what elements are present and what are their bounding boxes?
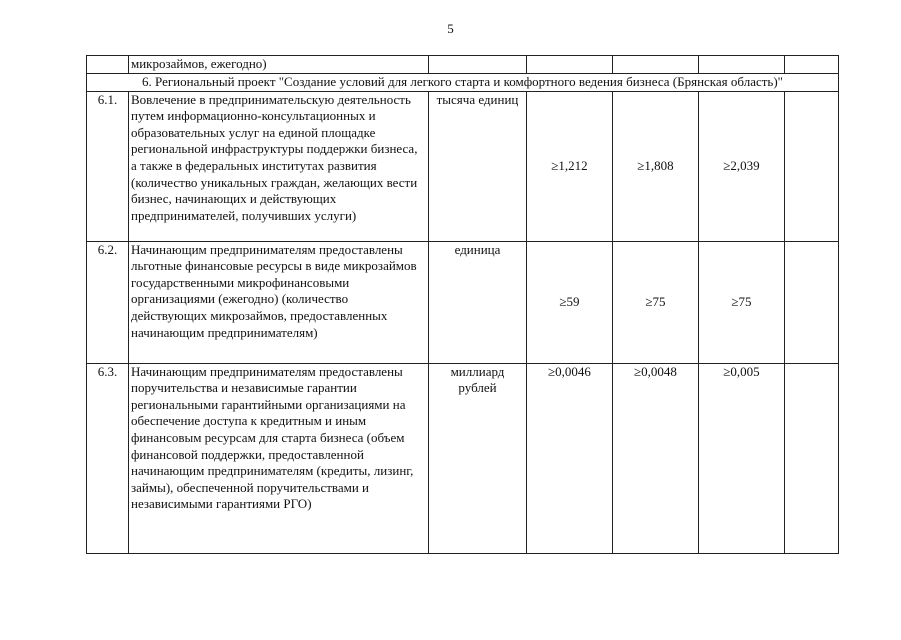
row-value-1: ≥59 xyxy=(527,241,613,363)
table-cell xyxy=(699,56,785,74)
table-cell xyxy=(527,56,613,74)
page-number: 5 xyxy=(447,21,454,36)
row-unit: миллиард рублей xyxy=(429,363,527,553)
table-row xyxy=(87,91,839,241)
row-value-1: ≥0,0046 xyxy=(527,363,613,553)
section-title: 6. Региональный проект "Создание условий для легкого старта и комфортного ведения бизнеса (Брянская область)" xyxy=(87,73,839,91)
section-header-row xyxy=(87,73,839,91)
row-value-3: ≥75 xyxy=(699,241,785,363)
row-unit: тысяча единиц xyxy=(429,91,527,241)
row-value-3: ≥2,039 xyxy=(699,91,785,241)
row-number: 6.1. xyxy=(87,91,129,241)
continuation-description: микрозаймов, ежегодно) xyxy=(129,56,429,74)
table-cell xyxy=(785,56,839,74)
row-number: 6.2. xyxy=(87,241,129,363)
table-cell xyxy=(87,56,129,74)
continuation-row xyxy=(87,56,839,74)
row-value-1: ≥1,212 xyxy=(527,91,613,241)
row-value-2: ≥1,808 xyxy=(613,91,699,241)
row-description: Начинающим предпринимателям предоставлены поручительства и независимые гарантии региональными гарантийными организациями на обеспечение доступа к кредитным и иным финансовым ресурсам для старта бизнеса (объем финансовой поддержки, предоставленной начинающим предпринимателям (кредиты, лизинг, займы), обеспеченной поручительствами и независимыми гарантиями РГО) xyxy=(129,363,429,553)
table-row xyxy=(87,241,839,363)
row-value-4 xyxy=(785,91,839,241)
row-value-2: ≥0,0048 xyxy=(613,363,699,553)
row-value-4 xyxy=(785,241,839,363)
table-row xyxy=(87,363,839,553)
table-cell xyxy=(429,56,527,74)
row-value-4 xyxy=(785,363,839,553)
row-number: 6.3. xyxy=(87,363,129,553)
row-value-3: ≥0,005 xyxy=(699,363,785,553)
row-description: Начинающим предпринимателям предоставлены льготные финансовые ресурсы в виде микрозаймов государственными микрофинансовыми организациями (ежегодно) (количество действующих микрозаймов, предоставленных начинающим предпринимателям) xyxy=(129,241,429,363)
table-cell xyxy=(613,56,699,74)
indicators-table xyxy=(86,55,839,554)
row-description: Вовлечение в предпринимательскую деятельность путем информационно-консультационных и образовательных услуг на единой площадке региональной инфраструктуры поддержки бизнеса, а также в федеральных институтах развития (количество уникальных граждан, желающих вести бизнес, начинающих и действующих предпринимателей, получивших услуги) xyxy=(129,91,429,241)
row-value-2: ≥75 xyxy=(613,241,699,363)
row-unit: единица xyxy=(429,241,527,363)
